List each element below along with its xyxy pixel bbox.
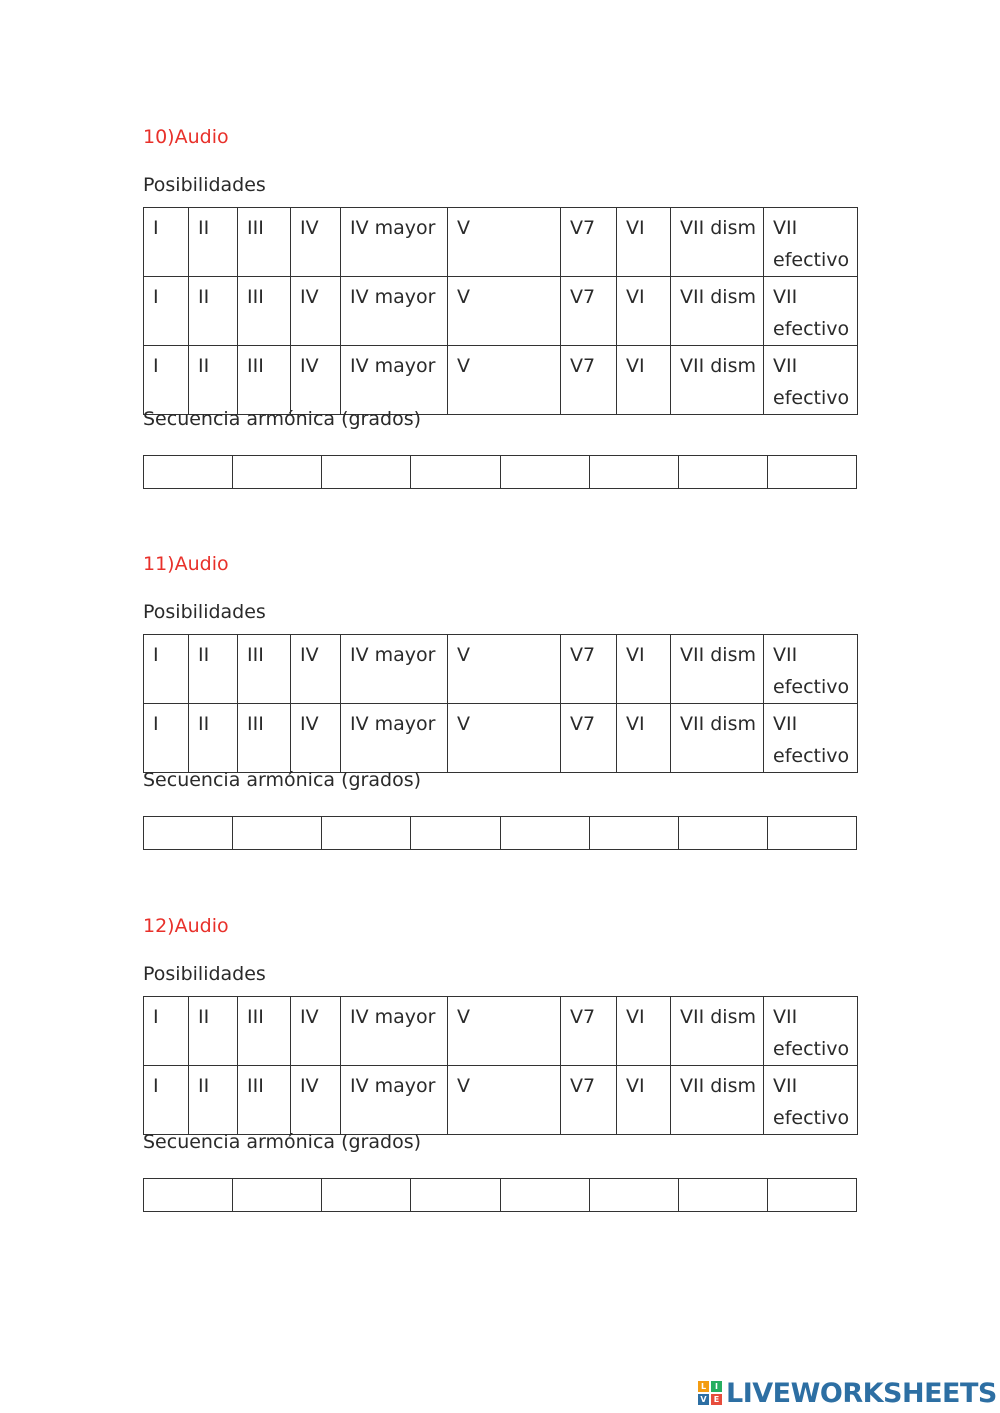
option-cell[interactable]: VI bbox=[617, 346, 671, 415]
option-cell[interactable]: V bbox=[448, 635, 561, 704]
option-cell[interactable]: I bbox=[144, 704, 189, 773]
exercise-title: 10)Audio bbox=[143, 126, 229, 148]
option-cell[interactable]: IV mayor bbox=[341, 704, 448, 773]
option-cell[interactable]: I bbox=[144, 346, 189, 415]
option-cell[interactable]: VII dism bbox=[671, 277, 764, 346]
sequence-answer-table bbox=[143, 816, 857, 850]
option-cell[interactable]: III bbox=[238, 208, 291, 277]
option-cell[interactable]: II bbox=[189, 208, 238, 277]
option-cell[interactable]: IV mayor bbox=[341, 997, 448, 1066]
option-cell[interactable]: II bbox=[189, 997, 238, 1066]
option-cell[interactable]: IV bbox=[291, 997, 341, 1066]
options-row bbox=[144, 997, 858, 1066]
sequence-answer-cell[interactable] bbox=[233, 1179, 322, 1212]
sequence-answer-cell[interactable] bbox=[411, 1179, 500, 1212]
logo-mark-letter: I bbox=[711, 1381, 722, 1392]
sequence-answer-cell[interactable] bbox=[322, 817, 411, 850]
sequence-answer-cell[interactable] bbox=[767, 817, 856, 850]
sequence-answer-cell[interactable] bbox=[500, 817, 589, 850]
option-cell[interactable]: IV bbox=[291, 635, 341, 704]
option-cell[interactable]: VII dism bbox=[671, 1066, 764, 1135]
sequence-answer-cell[interactable] bbox=[678, 817, 767, 850]
option-cell[interactable]: IV bbox=[291, 277, 341, 346]
option-cell[interactable]: III bbox=[238, 346, 291, 415]
sequence-answer-cell[interactable] bbox=[678, 1179, 767, 1212]
posibilidades-label: Posibilidades bbox=[143, 174, 266, 196]
option-cell[interactable]: VI bbox=[617, 997, 671, 1066]
secuencia-label: Secuencia armónica (grados) bbox=[143, 1131, 422, 1153]
sequence-answer-cell[interactable] bbox=[589, 817, 678, 850]
options-table bbox=[143, 207, 858, 415]
exercise-title: 11)Audio bbox=[143, 553, 229, 575]
option-cell[interactable]: VII dism bbox=[671, 635, 764, 704]
sequence-answer-cell[interactable] bbox=[233, 817, 322, 850]
sequence-answer-cell[interactable] bbox=[322, 456, 411, 489]
option-cell[interactable]: VI bbox=[617, 704, 671, 773]
posibilidades-label: Posibilidades bbox=[143, 601, 266, 623]
option-cell[interactable]: IV bbox=[291, 346, 341, 415]
option-cell[interactable]: II bbox=[189, 635, 238, 704]
option-cell[interactable]: V bbox=[448, 1066, 561, 1135]
option-cell[interactable]: V bbox=[448, 704, 561, 773]
sequence-answer-cell[interactable] bbox=[589, 456, 678, 489]
option-cell[interactable]: VII dism bbox=[671, 346, 764, 415]
option-cell[interactable]: III bbox=[238, 1066, 291, 1135]
logo-mark-icon bbox=[698, 1381, 722, 1405]
options-row bbox=[144, 1066, 858, 1135]
options-row bbox=[144, 346, 858, 415]
option-cell[interactable]: VI bbox=[617, 1066, 671, 1135]
secuencia-label: Secuencia armónica (grados) bbox=[143, 408, 422, 430]
option-cell[interactable]: I bbox=[144, 635, 189, 704]
option-cell[interactable]: IV bbox=[291, 1066, 341, 1135]
option-cell[interactable]: VII dism bbox=[671, 208, 764, 277]
sequence-answer-table bbox=[143, 1178, 857, 1212]
sequence-answer-cell[interactable] bbox=[144, 456, 233, 489]
option-cell[interactable]: IV mayor bbox=[341, 346, 448, 415]
options-table bbox=[143, 996, 858, 1135]
option-cell[interactable]: V7 bbox=[561, 635, 617, 704]
sequence-answer-cell[interactable] bbox=[678, 456, 767, 489]
sequence-answer-cell[interactable] bbox=[411, 817, 500, 850]
option-cell[interactable]: IV mayor bbox=[341, 208, 448, 277]
option-cell[interactable]: VII efectivo bbox=[764, 208, 858, 277]
option-cell[interactable]: VI bbox=[617, 277, 671, 346]
posibilidades-label: Posibilidades bbox=[143, 963, 266, 985]
logo-mark-letter: E bbox=[711, 1394, 722, 1405]
options-row bbox=[144, 635, 858, 704]
sequence-answer-cell[interactable] bbox=[144, 1179, 233, 1212]
option-cell[interactable]: V bbox=[448, 208, 561, 277]
option-cell[interactable]: I bbox=[144, 1066, 189, 1135]
option-cell[interactable]: V7 bbox=[561, 346, 617, 415]
option-cell[interactable]: VII efectivo bbox=[764, 1066, 858, 1135]
options-row bbox=[144, 704, 858, 773]
option-cell[interactable]: III bbox=[238, 704, 291, 773]
sequence-answer-cell[interactable] bbox=[767, 1179, 856, 1212]
logo-mark-letter: V bbox=[698, 1394, 709, 1405]
sequence-answer-cell[interactable] bbox=[500, 1179, 589, 1212]
logo-text: LIVEWORKSHEETS bbox=[726, 1377, 997, 1409]
option-cell[interactable]: VII efectivo bbox=[764, 635, 858, 704]
logo-mark-letter: L bbox=[698, 1381, 709, 1392]
option-cell[interactable]: V bbox=[448, 277, 561, 346]
option-cell[interactable]: IV bbox=[291, 208, 341, 277]
sequence-answer-table bbox=[143, 455, 857, 489]
option-cell[interactable]: I bbox=[144, 208, 189, 277]
option-cell[interactable]: IV bbox=[291, 704, 341, 773]
sequence-answer-cell[interactable] bbox=[411, 456, 500, 489]
option-cell[interactable]: V7 bbox=[561, 997, 617, 1066]
option-cell[interactable]: III bbox=[238, 635, 291, 704]
secuencia-label: Secuencia armónica (grados) bbox=[143, 769, 422, 791]
option-cell[interactable]: VI bbox=[617, 635, 671, 704]
option-cell[interactable]: VI bbox=[617, 208, 671, 277]
option-cell[interactable]: IV mayor bbox=[341, 1066, 448, 1135]
sequence-answer-cell[interactable] bbox=[500, 456, 589, 489]
options-row bbox=[144, 208, 858, 277]
option-cell[interactable]: VII efectivo bbox=[764, 277, 858, 346]
option-cell[interactable]: II bbox=[189, 346, 238, 415]
option-cell[interactable]: I bbox=[144, 997, 189, 1066]
options-table bbox=[143, 634, 858, 773]
sequence-answer-cell[interactable] bbox=[233, 456, 322, 489]
option-cell[interactable]: III bbox=[238, 997, 291, 1066]
option-cell[interactable]: V7 bbox=[561, 1066, 617, 1135]
option-cell[interactable]: III bbox=[238, 277, 291, 346]
option-cell[interactable]: VII dism bbox=[671, 997, 764, 1066]
option-cell[interactable]: V bbox=[448, 346, 561, 415]
option-cell[interactable]: II bbox=[189, 277, 238, 346]
option-cell[interactable]: I bbox=[144, 277, 189, 346]
option-cell[interactable]: IV mayor bbox=[341, 635, 448, 704]
options-row bbox=[144, 277, 858, 346]
option-cell[interactable]: V7 bbox=[561, 208, 617, 277]
option-cell[interactable]: VII efectivo bbox=[764, 346, 858, 415]
liveworksheets-logo bbox=[698, 1378, 997, 1408]
option-cell[interactable]: II bbox=[189, 1066, 238, 1135]
option-cell[interactable]: V7 bbox=[561, 277, 617, 346]
sequence-answer-cell[interactable] bbox=[322, 1179, 411, 1212]
option-cell[interactable]: VII dism bbox=[671, 704, 764, 773]
exercise-title: 12)Audio bbox=[143, 915, 229, 937]
sequence-answer-cell[interactable] bbox=[144, 817, 233, 850]
option-cell[interactable]: VII efectivo bbox=[764, 704, 858, 773]
sequence-answer-cell[interactable] bbox=[767, 456, 856, 489]
option-cell[interactable]: VII efectivo bbox=[764, 997, 858, 1066]
sequence-answer-cell[interactable] bbox=[589, 1179, 678, 1212]
option-cell[interactable]: II bbox=[189, 704, 238, 773]
option-cell[interactable]: V bbox=[448, 997, 561, 1066]
option-cell[interactable]: IV mayor bbox=[341, 277, 448, 346]
option-cell[interactable]: V7 bbox=[561, 704, 617, 773]
